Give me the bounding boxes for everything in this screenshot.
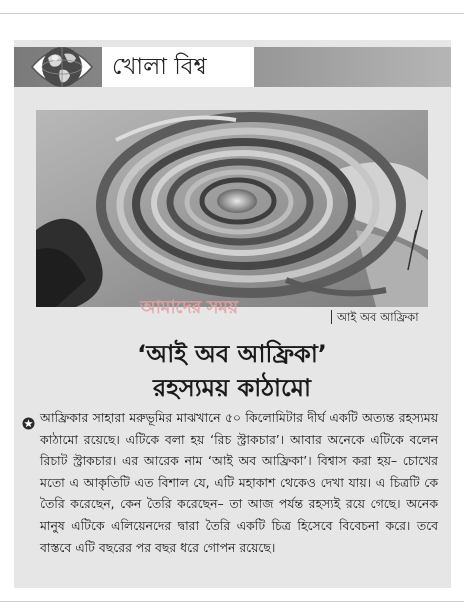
article-body: আফ্রিকার সাহারা মরুভূমির মাঝখানে ৫০ কিলোমিটার দীর্ঘ একটি অত্যন্ত রহস্যময় কাঠামো রয়েছে। এটিকে বলা হয় ‘রিচ স্ট্রাকচার’। আবার অনেকে এটিকে বলেন রিচাট স্ট্রাকচার। এর আরেক নাম ‘আই অব আফ্রিকা’। বিশ্বাস করা হয়– চোখের মতো এ আকৃতিটি এত বিশাল যে, এটি মহাকাশ থেকেও দেখা যায়। এ চিত্রটি কে তৈরি করেছেন, কেন তৈরি করেছেন– তা আজ পর্যন্ত রহস্যই রয়ে গেছে। অনেক মানুষ এটিকে এলিয়েনদের দ্বারা তৈরি একটি চিত্র হিসেবে বিবেচনা করে। তবে বাস্তবে এটি বছরের পর বছর ধরে গোপন রয়েছে। — [40, 410, 438, 555]
star-bullet-icon — [22, 415, 35, 428]
headline-line-2: রহস্যময় কাঠামো — [153, 374, 311, 402]
caption-divider — [331, 310, 332, 324]
richat-structure-photo — [36, 110, 428, 307]
bottom-rule — [0, 601, 464, 602]
newspaper-watermark: আমাদের সময় — [140, 297, 238, 318]
globe-eye-icon — [30, 38, 94, 96]
section-title: খোলা বিশ্ব — [112, 54, 207, 80]
top-rule — [0, 13, 464, 14]
headline-line-1: ‘আই অব আফ্রিকা’ — [137, 340, 327, 368]
photo-caption: আই অব আফ্রিকা — [337, 310, 419, 324]
